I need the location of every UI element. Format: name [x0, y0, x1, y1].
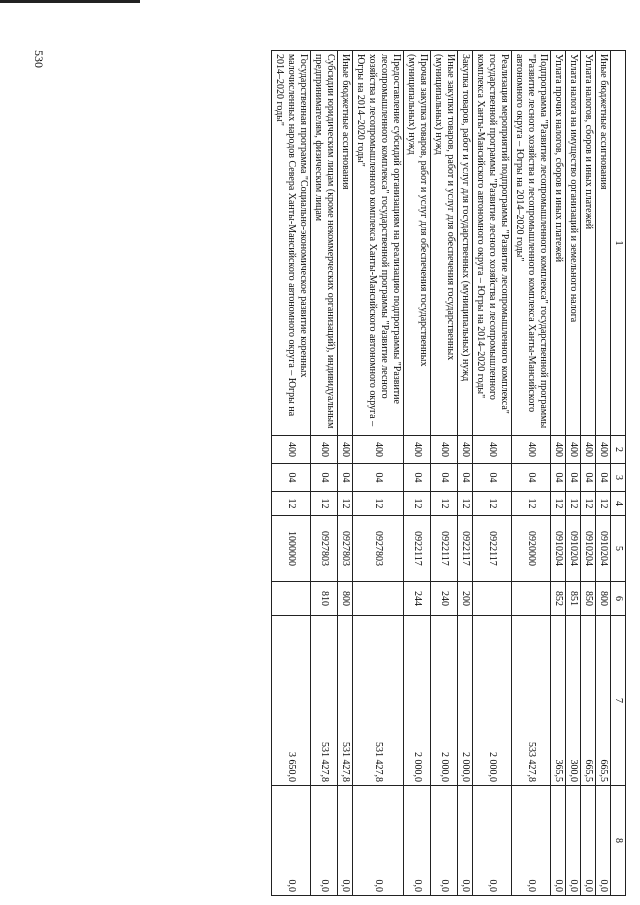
- table-row: [272, 51, 311, 896]
- row-cell: 12: [596, 492, 611, 516]
- row-cell: 533 427,8: [512, 616, 551, 786]
- row-cell: 531 427,8: [311, 616, 338, 786]
- row-description: Уплата налогов, сборов и иных платежей: [581, 51, 596, 436]
- row-cell: 12: [473, 492, 512, 516]
- row-cell: 400: [353, 436, 404, 464]
- row-cell: 240: [431, 582, 458, 616]
- column-header: 5: [611, 516, 626, 582]
- row-cell: [353, 582, 404, 616]
- table-row: [551, 51, 566, 896]
- row-cell: 04: [512, 464, 551, 492]
- row-cell: 400: [566, 436, 581, 464]
- row-cell: [272, 582, 311, 616]
- row-cell: 400: [473, 436, 512, 464]
- row-cell: 244: [404, 582, 431, 616]
- row-cell: 531 427,8: [338, 616, 353, 786]
- row-cell: 365,5: [551, 616, 566, 786]
- table-row: [458, 51, 473, 896]
- row-cell: 0,0: [311, 786, 338, 896]
- table-row: [353, 51, 404, 896]
- row-description: Прочая закупка товаров, работ и услуг для обеспечения государственных (муниципальных) нужд: [404, 51, 431, 436]
- row-cell: 0,0: [458, 786, 473, 896]
- table-row: [512, 51, 551, 896]
- row-cell: 200: [458, 582, 473, 616]
- row-cell: 04: [473, 464, 512, 492]
- row-description: Уплата налога на имущество организаций и земельного налога: [566, 51, 581, 436]
- row-cell: 400: [512, 436, 551, 464]
- row-cell: 800: [338, 582, 353, 616]
- row-cell: 0920000: [512, 516, 551, 582]
- row-cell: [512, 582, 551, 616]
- row-cell: 851: [566, 582, 581, 616]
- row-cell: [473, 582, 512, 616]
- row-description: Иные закупки товаров, работ и услуг для обеспечения государственных (муниципальных) нужд: [431, 51, 458, 436]
- table-row: [566, 51, 581, 896]
- row-cell: 2 000,0: [473, 616, 512, 786]
- row-cell: 0922117: [458, 516, 473, 582]
- row-description: Иные бюджетные ассигнования: [596, 51, 611, 436]
- table-row: [338, 51, 353, 896]
- column-header: 8: [611, 786, 626, 896]
- row-description: Государственная программа "Социально-экономическое развитие коренных малочисленных народов Севера Ханты-Мансийского автономного округа – Югры на 2014–2020 годы": [272, 51, 311, 436]
- table-row: [431, 51, 458, 896]
- row-cell: 0922117: [404, 516, 431, 582]
- column-header: 3: [611, 464, 626, 492]
- budget-table: [271, 50, 626, 896]
- row-cell: 12: [566, 492, 581, 516]
- page-number: 530: [32, 50, 46, 68]
- row-cell: 0922117: [473, 516, 512, 582]
- row-description: Закупка товаров, работ и услуг для государственных (муниципальных) нужд: [458, 51, 473, 436]
- row-cell: 0910204: [566, 516, 581, 582]
- column-header: 1: [611, 51, 626, 436]
- row-cell: 300,0: [566, 616, 581, 786]
- table-row: [311, 51, 338, 896]
- row-cell: 04: [353, 464, 404, 492]
- row-cell: 04: [458, 464, 473, 492]
- row-cell: 0922117: [431, 516, 458, 582]
- top-edge-bar: [0, 0, 140, 3]
- row-cell: 04: [566, 464, 581, 492]
- column-header: 2: [611, 436, 626, 464]
- row-cell: 2 000,0: [404, 616, 431, 786]
- row-cell: 04: [272, 464, 311, 492]
- row-description: Иные бюджетные ассигнования: [338, 51, 353, 436]
- row-cell: 04: [596, 464, 611, 492]
- row-cell: 800: [596, 582, 611, 616]
- row-cell: 0927803: [311, 516, 338, 582]
- row-cell: 04: [431, 464, 458, 492]
- row-cell: 665,5: [596, 616, 611, 786]
- table-row: [581, 51, 596, 896]
- row-cell: 400: [458, 436, 473, 464]
- row-cell: 12: [431, 492, 458, 516]
- row-cell: 852: [551, 582, 566, 616]
- row-cell: 2 000,0: [431, 616, 458, 786]
- row-cell: 400: [596, 436, 611, 464]
- row-cell: 400: [551, 436, 566, 464]
- row-cell: 810: [311, 582, 338, 616]
- row-cell: 0,0: [566, 786, 581, 896]
- row-description: Реализация мероприятий подпрограммы "Развитие лесопромышленного комплекса" государственной программы "Развитие лесного хозяйства и лесопромышленного комплекса Ханты-Мансийского автономного округа – Югры на 2014–2020 годы": [473, 51, 512, 436]
- row-cell: 400: [311, 436, 338, 464]
- column-header: 4: [611, 492, 626, 516]
- row-cell: 12: [353, 492, 404, 516]
- row-cell: 0910204: [551, 516, 566, 582]
- row-cell: 0,0: [512, 786, 551, 896]
- row-description: Предоставление субсидий организациям на реализацию подпрограммы "Развитие лесопромышленного комплекса" государственной программы "Развитие лесного хозяйства и лесопромышленного комплекса Ханты-Мансийского автономного округа – Югры на 2014–2020 годы": [353, 51, 404, 436]
- row-cell: 400: [581, 436, 596, 464]
- row-cell: 12: [581, 492, 596, 516]
- row-cell: 850: [581, 582, 596, 616]
- row-description: Субсидии юридическим лицам (кроме некоммерческих организаций), индивидуальным предпринимателям, физическим лицам: [311, 51, 338, 436]
- row-cell: 0910204: [596, 516, 611, 582]
- column-header: 7: [611, 616, 626, 786]
- column-header: 6: [611, 582, 626, 616]
- row-cell: 0,0: [404, 786, 431, 896]
- row-cell: 3 650,0: [272, 616, 311, 786]
- row-cell: 400: [431, 436, 458, 464]
- row-cell: 0,0: [551, 786, 566, 896]
- row-cell: 400: [338, 436, 353, 464]
- row-cell: 0,0: [581, 786, 596, 896]
- row-cell: 0,0: [431, 786, 458, 896]
- rotated-table-container: [102, 50, 626, 895]
- row-cell: 12: [512, 492, 551, 516]
- row-cell: 12: [272, 492, 311, 516]
- row-cell: 0,0: [272, 786, 311, 896]
- table-row: [404, 51, 431, 896]
- row-description: Подпрограмма "Развитие лесопромышленного комплекса" государственной программы "Развитие лесного хозяйства и лесопромышленного комплекса Ханты-Мансийского автономного округа – Югры на 2014–2020 годы": [512, 51, 551, 436]
- row-cell: 04: [311, 464, 338, 492]
- row-cell: 12: [338, 492, 353, 516]
- row-cell: 12: [404, 492, 431, 516]
- row-description: Уплата прочих налогов, сборов и иных платежей: [551, 51, 566, 436]
- row-cell: 04: [404, 464, 431, 492]
- row-cell: 0,0: [338, 786, 353, 896]
- row-cell: 531 427,8: [353, 616, 404, 786]
- row-cell: 0910204: [581, 516, 596, 582]
- row-cell: 0927803: [353, 516, 404, 582]
- row-cell: 400: [272, 436, 311, 464]
- row-cell: 12: [311, 492, 338, 516]
- row-cell: 0,0: [473, 786, 512, 896]
- row-cell: 400: [404, 436, 431, 464]
- row-cell: 04: [581, 464, 596, 492]
- row-cell: 0,0: [596, 786, 611, 896]
- table-row: [596, 51, 611, 896]
- table-header-row: [611, 51, 626, 896]
- row-cell: 2 000,0: [458, 616, 473, 786]
- row-cell: 1000000: [272, 516, 311, 582]
- row-cell: 12: [458, 492, 473, 516]
- row-cell: 12: [551, 492, 566, 516]
- row-cell: 0,0: [353, 786, 404, 896]
- row-cell: 04: [338, 464, 353, 492]
- table-row: [473, 51, 512, 896]
- row-cell: 04: [551, 464, 566, 492]
- row-cell: 0927803: [338, 516, 353, 582]
- row-cell: 665,5: [581, 616, 596, 786]
